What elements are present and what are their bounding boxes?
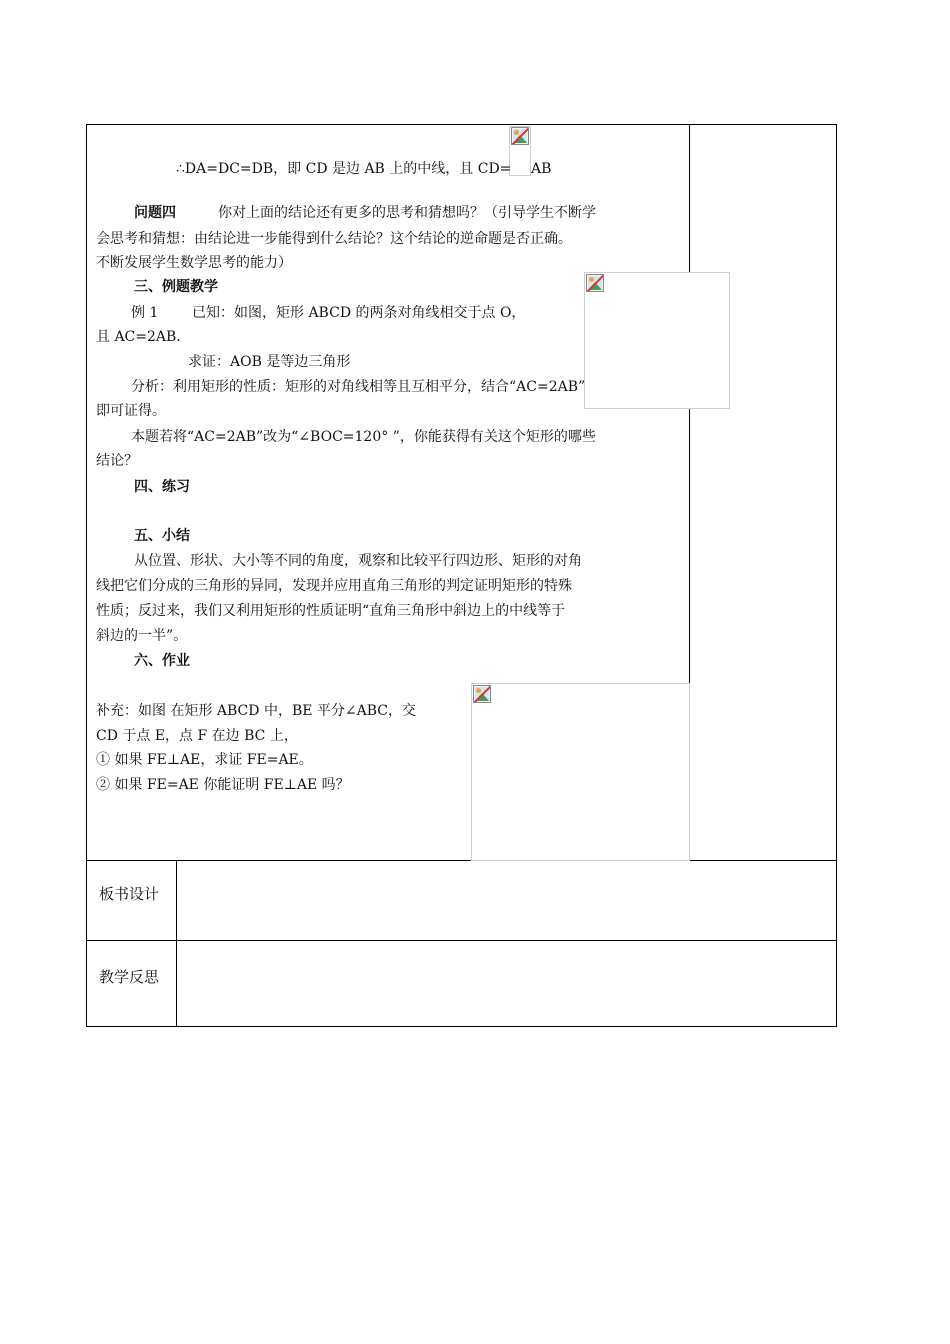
broken-image-icon	[586, 274, 604, 292]
example-figure	[584, 272, 730, 409]
variant-line1: 本题若将“AC=2AB”改为“∠BOC=120° ”，你能获得有关这个矩形的哪些	[131, 429, 596, 445]
example-one-line2: 且 AC=2AB.	[96, 329, 181, 345]
example-one-text: 已知：如图，矩形 ABCD 的两条对角线相交于点 O，	[192, 305, 526, 321]
section-six-heading: 六、作业	[134, 653, 190, 669]
lower-row-divider	[86, 940, 837, 941]
homework-line1: 补充：如图 在矩形 ABCD 中，BE 平分∠ABC，交	[96, 703, 417, 719]
homework-line4: ② 如果 FE=AE 你能证明 FE⊥AE 吗？	[96, 777, 350, 793]
analysis-line2: 即可证得。	[96, 403, 166, 419]
example-one-prove: 求证：AOB 是等边三角形	[188, 354, 351, 370]
question-four-line3: 不断发展学生数学思考的能力）	[96, 255, 292, 271]
section-three-heading: 三、例题教学	[134, 279, 218, 295]
conclusion-line	[176, 159, 511, 179]
summary-line4: 斜边的一半”。	[96, 628, 188, 644]
homework-figure	[471, 683, 690, 861]
variant-line2: 结论？	[96, 453, 138, 469]
homework-line2: CD 于点 E，点 F 在边 BC 上，	[96, 728, 298, 744]
board-design-label: 板书设计	[99, 885, 160, 903]
question-four-label: 问题四	[134, 205, 176, 221]
analysis-line1: 分析：利用矩形的性质：矩形的对角线相等且互相平分，结合“AC=2AB”	[131, 379, 586, 395]
question-four-line2: 会思考和猜想：由结论进一步能得到什么结论？这个结论的逆命题是否正确。	[96, 231, 572, 247]
teaching-reflection-label: 教学反思	[99, 968, 160, 986]
lower-column-divider	[176, 860, 177, 1027]
broken-image-icon	[511, 127, 529, 145]
homework-line3: ① 如果 FE⊥AE，求证 FE=AE。	[96, 752, 313, 768]
example-one-label: 例 1	[131, 305, 159, 321]
summary-line2: 线把它们分成的三角形的异同，发现并应用直角三角形的判定证明矩形的特殊	[96, 578, 572, 594]
summary-line3: 性质；反过来，我们又利用矩形的性质证明“直角三角形中斜边上的中线等于	[96, 603, 566, 619]
conclusion-tail: AB	[531, 161, 552, 177]
question-four-line1: 你对上面的结论还有更多的思考和猜想吗？（引导学生不断学	[218, 205, 596, 221]
section-five-heading: 五、小结	[134, 528, 190, 544]
conclusion-text: ∴DA=DC=DB，即 CD 是边 AB 上的中线，且 CD=	[176, 161, 512, 177]
summary-line1: 从位置、形状、大小等不同的角度，观察和比较平行四边形、矩形的对角	[134, 553, 582, 569]
broken-image-icon	[473, 685, 491, 703]
section-four-heading: 四、练习	[134, 479, 190, 495]
lower-table-frame	[86, 860, 837, 1027]
